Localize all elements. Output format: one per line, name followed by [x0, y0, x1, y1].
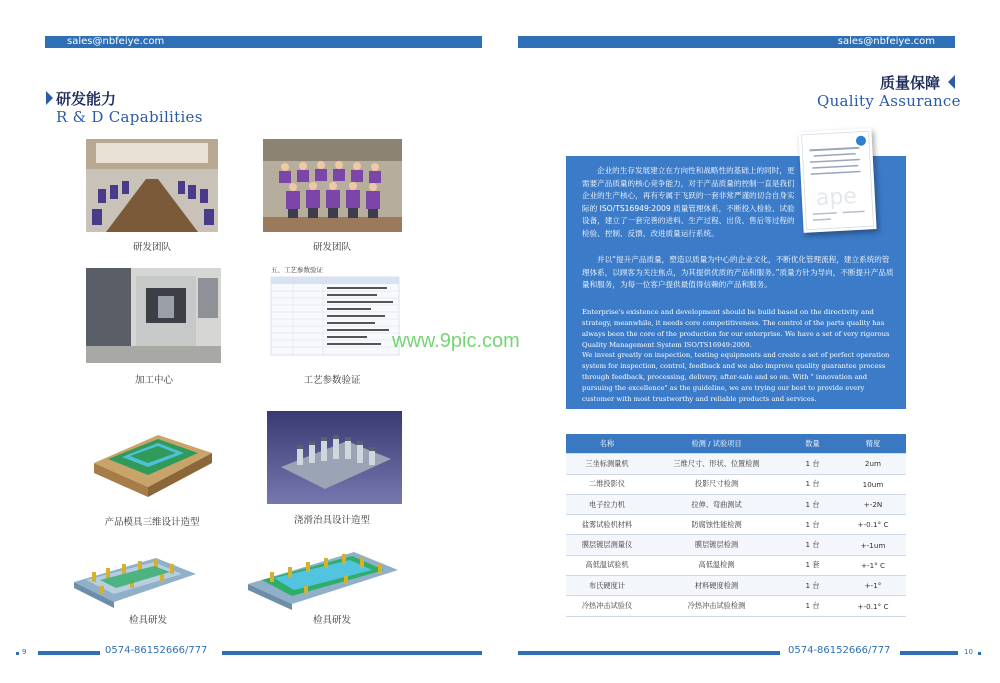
caption-photo-4: 工艺参数验证 [303, 375, 361, 386]
table-cell: +-1° [840, 576, 906, 596]
table-cell: 10um [840, 474, 906, 494]
left-header-bar [45, 36, 482, 48]
right-page-number: 10 [964, 648, 973, 656]
photo-process-parameter-doc [263, 263, 403, 358]
caption-photo-3: 加工中心 [134, 375, 173, 386]
caption-photo-5: 产品模具三维设计造型 [104, 517, 200, 528]
quality-paragraph-en-2: We invest greatly on inspection, testing equipments and create a set of perfect operation system for inspection, control, feedback and we also improve quality guarantee process through feedback, processing, delivery, after-sale and so on. With " innovation and pursuing the excellence" as the guideline, we are trying our best to provide every customer with most trustworthy and reliable products and services. [582, 351, 890, 403]
right-footer-bar-short [978, 652, 981, 655]
table-cell: 1 台 [785, 596, 840, 616]
table-cell: 2um [840, 454, 906, 474]
right-email: sales@nbfeiye.com [837, 36, 935, 47]
table-cell: 1 台 [785, 494, 840, 514]
left-page-number: 9 [22, 648, 27, 656]
table-row [566, 555, 906, 575]
svg-text:ape: ape [815, 184, 858, 212]
left-footer-bar-2 [222, 651, 482, 655]
photo-rd-team-group [263, 139, 402, 232]
table-cell: 冷热冲击试验检测 [648, 596, 785, 616]
table-cell: 冷热冲击试验仪 [566, 596, 648, 616]
photo-mold-3d-design [88, 413, 218, 505]
caption-photo-8: 检具研发 [312, 615, 351, 626]
table-cell: 二维投影仪 [566, 474, 648, 494]
table-cell: +-2N [840, 494, 906, 514]
table-cell: 三坐标测量机 [566, 454, 648, 474]
caption-photo-6: 浇滑治具设计造型 [293, 515, 370, 526]
table-header-item: 检测 / 试验项目 [648, 434, 785, 454]
left-email: sales@nbfeiye.com [67, 36, 165, 47]
table-cell: 1 台 [785, 454, 840, 474]
process-doc-heading: 五、工艺参数验证 [271, 266, 323, 274]
table-header-accuracy: 精度 [840, 434, 906, 454]
table-row [566, 474, 906, 494]
photo-machining-center [86, 268, 221, 363]
table-cell: +-0.1° C [840, 515, 906, 535]
right-title-arrow-icon [948, 75, 955, 89]
table-row [566, 494, 906, 514]
right-header-bar [518, 36, 955, 48]
table-cell: 1 台 [785, 474, 840, 494]
caption-photo-1: 研发团队 [132, 242, 171, 253]
iso-certificate-image [798, 128, 876, 233]
left-title-arrow-icon [46, 91, 53, 105]
photo-gauge-rd-2 [244, 540, 402, 610]
table-row [566, 535, 906, 555]
table-cell: 膜层镀层测量仪 [566, 535, 648, 555]
left-title-cn: 研发能力 [56, 90, 117, 108]
table-cell: 防腐蚀性能检测 [648, 515, 785, 535]
quality-paragraph-en-1: Enterprise's existence and development should be build based on the directivity and strategy, meanwhile, it needs core competitiveness. The control of the parts quality has always been the core of the production for our enterprise. We have a set of very rigorous Quality Management System ISO/TS16949:2009. [582, 308, 890, 349]
quality-equipment-table [566, 434, 906, 617]
right-footer-bar-2 [900, 651, 958, 655]
right-footer-bar-1 [518, 651, 780, 655]
table-header-qty: 数量 [785, 434, 840, 454]
table-cell: 高低温试验机 [566, 555, 648, 575]
left-title-en: R & D Capabilities [56, 108, 203, 126]
table-cell: +-1um [840, 535, 906, 555]
table-row [566, 596, 906, 616]
table-cell: 材料硬度检测 [648, 576, 785, 596]
table-cell: 1 台 [785, 576, 840, 596]
table-header-row [566, 434, 906, 454]
table-row [566, 454, 906, 474]
table-row [566, 576, 906, 596]
left-footer-bar-1 [38, 651, 100, 655]
right-title-cn: 质量保障 [880, 74, 941, 92]
photo-rd-team-meeting [86, 139, 218, 232]
photo-fixture-design [267, 411, 402, 504]
quality-paragraph-cn-1: 企业的生存发展建立在方向性和战略性的基础上的同时，更需要产品质量的核心竞争能力，对于产品质量的控制一直是我们企业的生产核心，再有专属于飞跃的一套非常严谨的切合自身实际的 ISO/TS16949:2009 质量管理体系，不断投入检验、试验设备，建立了一套完善的进料、生产过程、出货、售后等过程的检验、控制、反馈、改进质量运行系统。 [582, 166, 795, 238]
quality-paragraph-cn-2: 并以“提升产品质量，塑造以质量为中心的企业文化，不断优化管理流程，建立系统的管理体系，以顾客为关注焦点，为其提供优质的产品和服务。”质量方针为导向，不断提升产品质量和服务，为每一位客户提供最值得信赖的产品和服务。 [582, 255, 894, 290]
right-title-en: Quality Assurance [817, 92, 961, 110]
table-cell: 1 台 [785, 515, 840, 535]
table-cell: +-1° C [840, 555, 906, 575]
table-header-name: 名称 [566, 434, 648, 454]
table-cell: 膜层镀层检测 [648, 535, 785, 555]
table-cell: 高低温检测 [648, 555, 785, 575]
right-footer-phone: 0574-86152666/777 [788, 645, 891, 656]
table-cell: 拉伸、弯曲测试 [648, 494, 785, 514]
table-cell: +-0.1° C [840, 596, 906, 616]
left-footer-bar-short [16, 652, 19, 655]
table-cell: 电子拉力机 [566, 494, 648, 514]
watermark-text: www.9pic.com [392, 330, 520, 352]
table-cell: 投影尺寸检测 [648, 474, 785, 494]
table-row [566, 515, 906, 535]
table-cell: 1 套 [785, 555, 840, 575]
caption-photo-7: 检具研发 [128, 615, 167, 626]
table-cell: 三维尺寸、形状、位置检测 [648, 454, 785, 474]
table-cell: 1 台 [785, 535, 840, 555]
photo-gauge-rd-1 [70, 542, 200, 610]
left-footer-phone: 0574-86152666/777 [105, 645, 208, 656]
table-cell: 盐雾试验机材料 [566, 515, 648, 535]
table-cell: 布氏硬度计 [566, 576, 648, 596]
caption-photo-2: 研发团队 [312, 242, 351, 253]
